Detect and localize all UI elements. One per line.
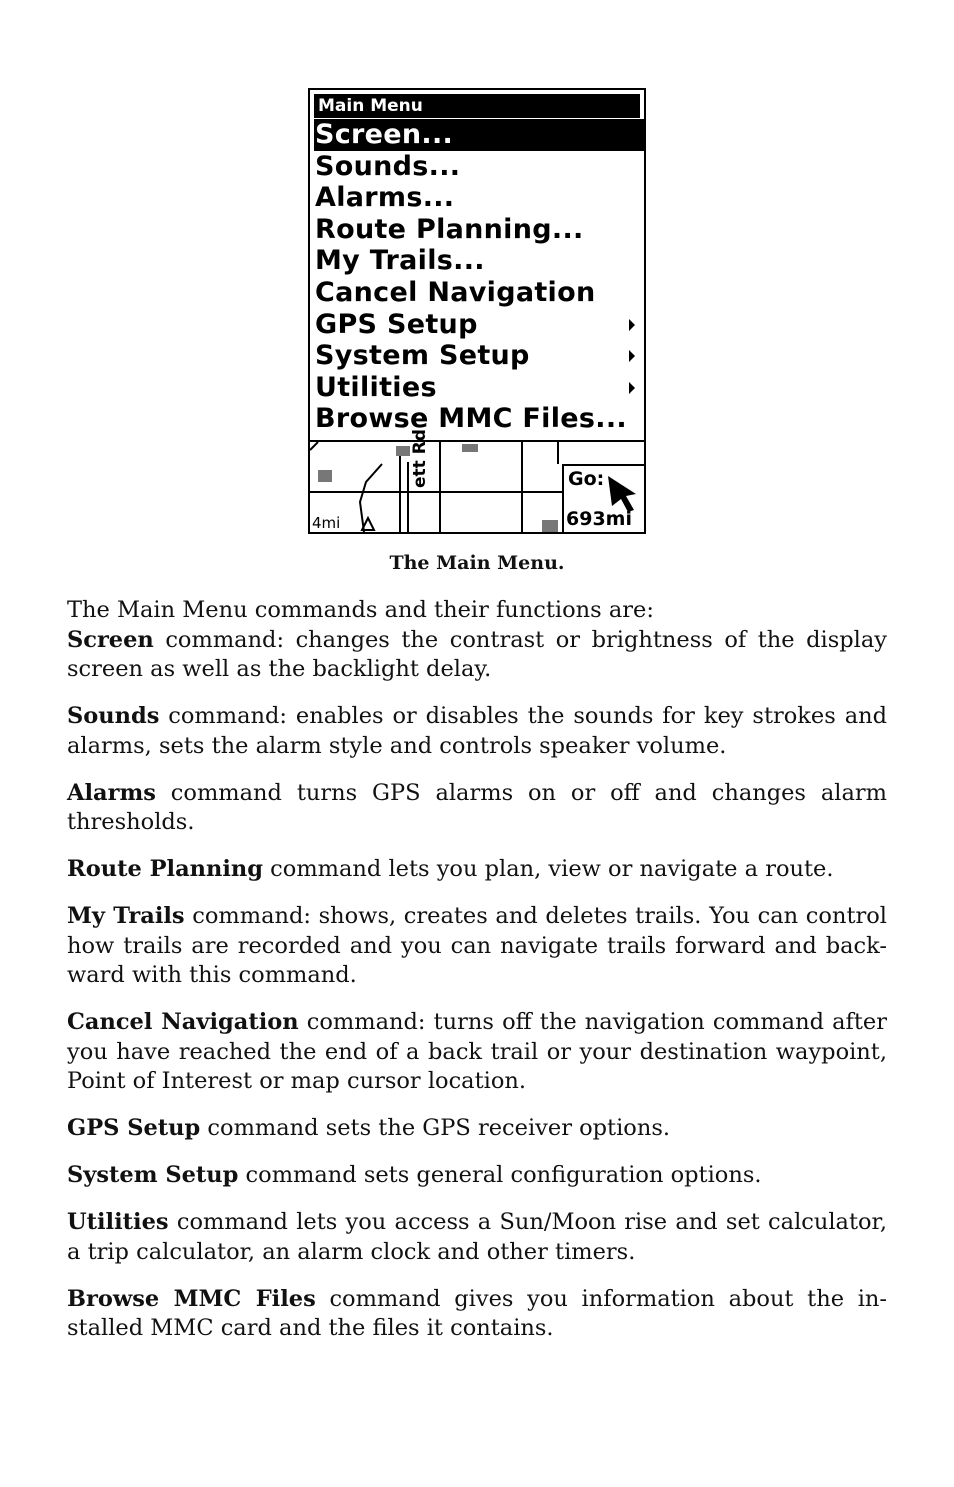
command-name: Sounds bbox=[67, 703, 160, 729]
command-system-setup bbox=[67, 1161, 887, 1191]
go-to-box bbox=[562, 464, 644, 534]
command-name: Utilities bbox=[67, 1209, 169, 1235]
figure-caption: The Main Menu. bbox=[389, 552, 565, 574]
menu-item-label: My Trails... bbox=[315, 245, 485, 277]
street-label: ett Rd bbox=[410, 429, 430, 488]
menu-item-my-trails[interactable] bbox=[314, 245, 645, 277]
command-sounds bbox=[67, 702, 887, 761]
command-desc: command: turns off the navigation command after you have reached the end of a back trail or your destination waypoint, Point of Interest or map cursor location. bbox=[67, 1009, 887, 1094]
command-desc: command sets the GPS receiver options. bbox=[200, 1115, 671, 1141]
go-distance: 693mi bbox=[566, 508, 632, 530]
go-label: Go: bbox=[568, 468, 605, 490]
submenu-arrow-icon bbox=[629, 382, 635, 394]
map-scale: 4mi bbox=[312, 514, 341, 532]
command-desc: command: enables or disables the sounds for key strokes and alarms, sets the alarm style and controls speaker volume. bbox=[67, 703, 887, 759]
menu-item-alarms[interactable] bbox=[314, 182, 645, 214]
menu-item-label: Screen... bbox=[315, 119, 454, 150]
menu-item-label: Cancel Navigation bbox=[315, 276, 596, 308]
main-menu-list bbox=[314, 119, 645, 435]
command-desc: command sets general configuration options. bbox=[238, 1162, 762, 1188]
menu-item-screen[interactable] bbox=[314, 119, 645, 151]
command-gps-setup bbox=[67, 1114, 887, 1144]
command-name: Cancel Navigation bbox=[67, 1009, 299, 1035]
menu-item-label: Sounds... bbox=[315, 150, 461, 182]
command-desc: command: changes the contrast or brightness of the display screen as well as the backlight delay. bbox=[67, 626, 887, 682]
command-desc: command lets you access a Sun/Moon rise and set calculator, a trip calculator, an alarm clock and other timers. bbox=[67, 1209, 887, 1265]
command-name: GPS Setup bbox=[67, 1115, 201, 1141]
menu-item-browse-mmc-files[interactable] bbox=[314, 403, 645, 435]
building-icon bbox=[462, 444, 478, 452]
command-browse-mmc-files bbox=[67, 1285, 887, 1344]
menu-item-cancel-navigation[interactable] bbox=[314, 277, 645, 309]
document-body bbox=[67, 596, 887, 1361]
submenu-arrow-icon bbox=[629, 350, 635, 362]
command-name: Alarms bbox=[67, 779, 156, 806]
command-desc: command: shows, creates and deletes trails. You can control how trails are recorded and you can navigate trails forward and back-ward with this command. bbox=[67, 903, 887, 988]
building-icon bbox=[396, 446, 410, 456]
command-name: Route Planning bbox=[67, 856, 264, 882]
building-icon bbox=[542, 520, 558, 532]
menu-item-label: System Setup bbox=[315, 340, 530, 372]
menu-item-sounds[interactable] bbox=[314, 151, 645, 183]
command-desc: command turns GPS alarms on or off and changes alarm thresholds. bbox=[67, 779, 887, 835]
command-route-planning bbox=[67, 855, 887, 885]
menu-item-label: GPS Setup bbox=[315, 308, 478, 340]
command-cancel-navigation bbox=[67, 1008, 887, 1097]
menu-item-utilities[interactable] bbox=[314, 372, 645, 404]
command-desc: command lets you plan, view or navigate a route. bbox=[263, 856, 834, 882]
intro-text: The Main Menu commands and their functions are: bbox=[67, 597, 654, 623]
menu-item-label: Route Planning... bbox=[315, 213, 584, 245]
map-preview bbox=[310, 429, 644, 534]
command-alarms bbox=[67, 779, 887, 838]
submenu-arrow-icon bbox=[629, 319, 635, 331]
menu-item-label: Browse MMC Files... bbox=[315, 403, 627, 435]
menu-item-gps-setup[interactable] bbox=[314, 309, 645, 341]
command-name: Browse MMC Files bbox=[67, 1285, 316, 1312]
menu-item-label: Alarms... bbox=[315, 182, 455, 214]
menu-item-route-planning[interactable] bbox=[314, 214, 645, 246]
command-name: System Setup bbox=[67, 1162, 239, 1188]
command-name: Screen bbox=[67, 626, 154, 653]
command-desc: command gives you information about the in-stalled MMC card and the files it contains. bbox=[67, 1285, 887, 1341]
menu-title: Main Menu bbox=[314, 94, 640, 118]
command-my-trails bbox=[67, 902, 887, 991]
building-icon bbox=[318, 470, 332, 482]
command-name: My Trails bbox=[67, 903, 185, 929]
gps-screenshot bbox=[308, 88, 646, 534]
command-utilities bbox=[67, 1208, 887, 1267]
menu-item-system-setup[interactable] bbox=[314, 340, 645, 372]
command-screen bbox=[67, 626, 887, 685]
menu-item-label: Utilities bbox=[315, 371, 437, 403]
